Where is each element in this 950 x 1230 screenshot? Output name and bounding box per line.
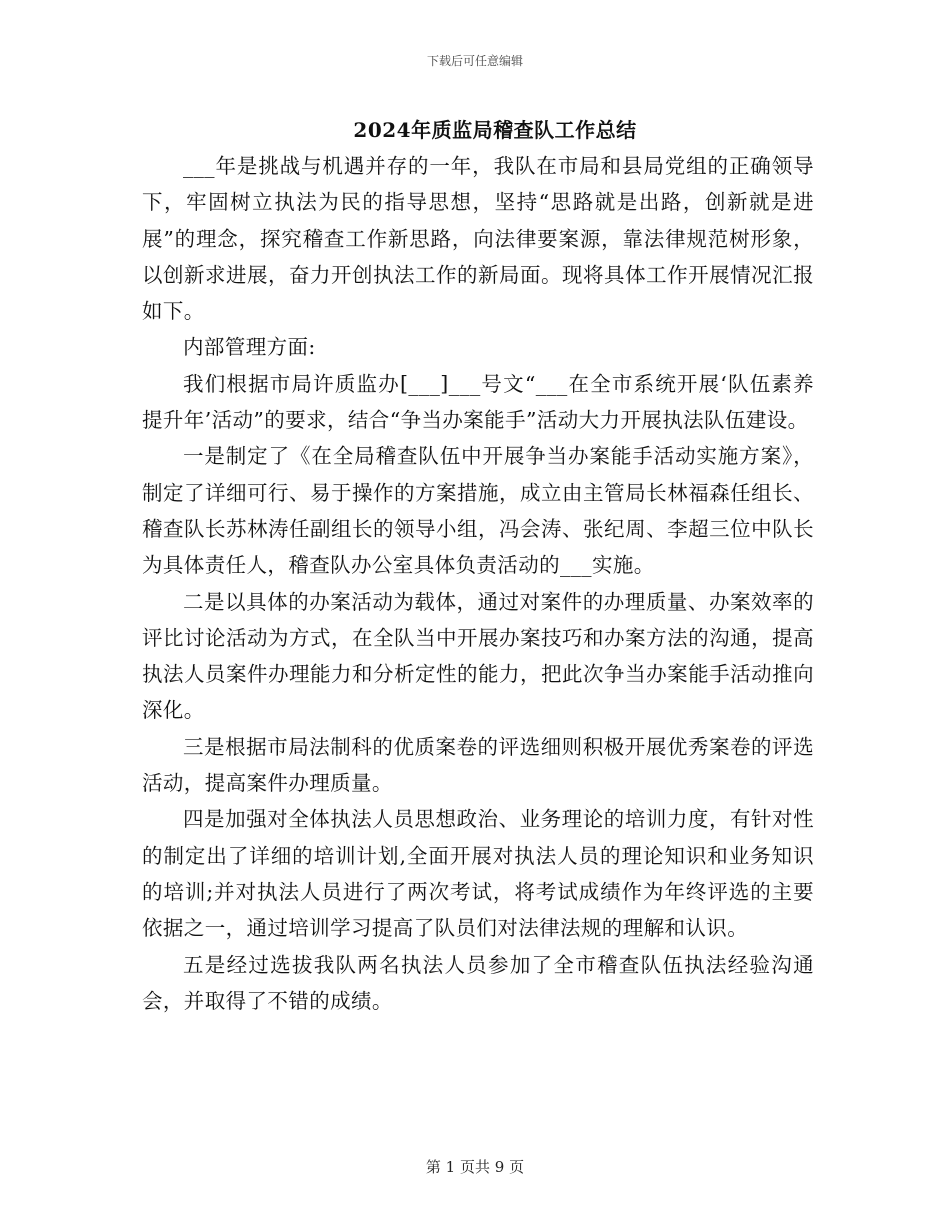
- paragraph-item-4: 四是加强对全体执法人员思想政治、业务理论的培训力度，有针对性的制定出了详细的培训计划,全面开展对执法人员的理论知识和业务知识的培训;并对执法人员进行了两次考试，将考试成绩作为年终评选的主要依据之一，通过培训学习提高了队员们对法律法规的理解和认识。: [142, 807, 814, 941]
- paragraph-intro: ___年是挑战与机遇并存的一年，我队在市局和县局党组的正确领导下，牢固树立执法为民的指导思想，坚持“思路就是出路，创新就是进展”的理念，探究稽查工作新思路，向法律要案源，靠法律规范树形象，以创新求进展，奋力开创执法工作的新局面。现将具体工作开展情况汇报如下。: [142, 154, 814, 324]
- page-number: 第 1 页共 9 页: [425, 1158, 525, 1176]
- page-header-note: 下载后可任意编辑: [426, 54, 523, 68]
- document-body: [142, 148, 814, 1019]
- paragraph-item-2: 二是以具体的办案活动为载体，通过对案件的办理质量、办案效率的评比讨论活动为方式，在全队当中开展办案技巧和办案方法的沟通，提高执法人员案件办理能力和分析定性的能力，把此次争当办案能手活动推向深化。: [142, 589, 814, 723]
- paragraph-item-3: 三是根据市局法制科的优质案卷的评选细则积极开展优秀案卷的评选活动，提高案件办理质量。: [142, 734, 814, 796]
- paragraph-item-1: 一是制定了《在全局稽查队伍中开展争当办案能手活动实施方案》，制定了详细可行、易于操作的方案措施，成立由主管局长林福森任组长、稽查队长苏林涛任副组长的领导小组，冯会涛、张纪周、李超三位中队长为具体责任人，稽查队办公室具体负责活动的___实施。: [142, 444, 814, 578]
- paragraph-section-heading: 内部管理方面:: [183, 335, 316, 360]
- document-title: 2024年质监局稽查队工作总结: [353, 118, 637, 142]
- paragraph-context: 我们根据市局许质监办[___]___号文“___在全市系统开展‘队伍素养提升年’活动”的要求，结合“争当办案能手”活动大力开展执法队伍建设。: [142, 371, 814, 433]
- paragraph-item-5: 五是经过选拔我队两名执法人员参加了全市稽查队伍执法经验沟通会，并取得了不错的成绩。: [142, 952, 814, 1013]
